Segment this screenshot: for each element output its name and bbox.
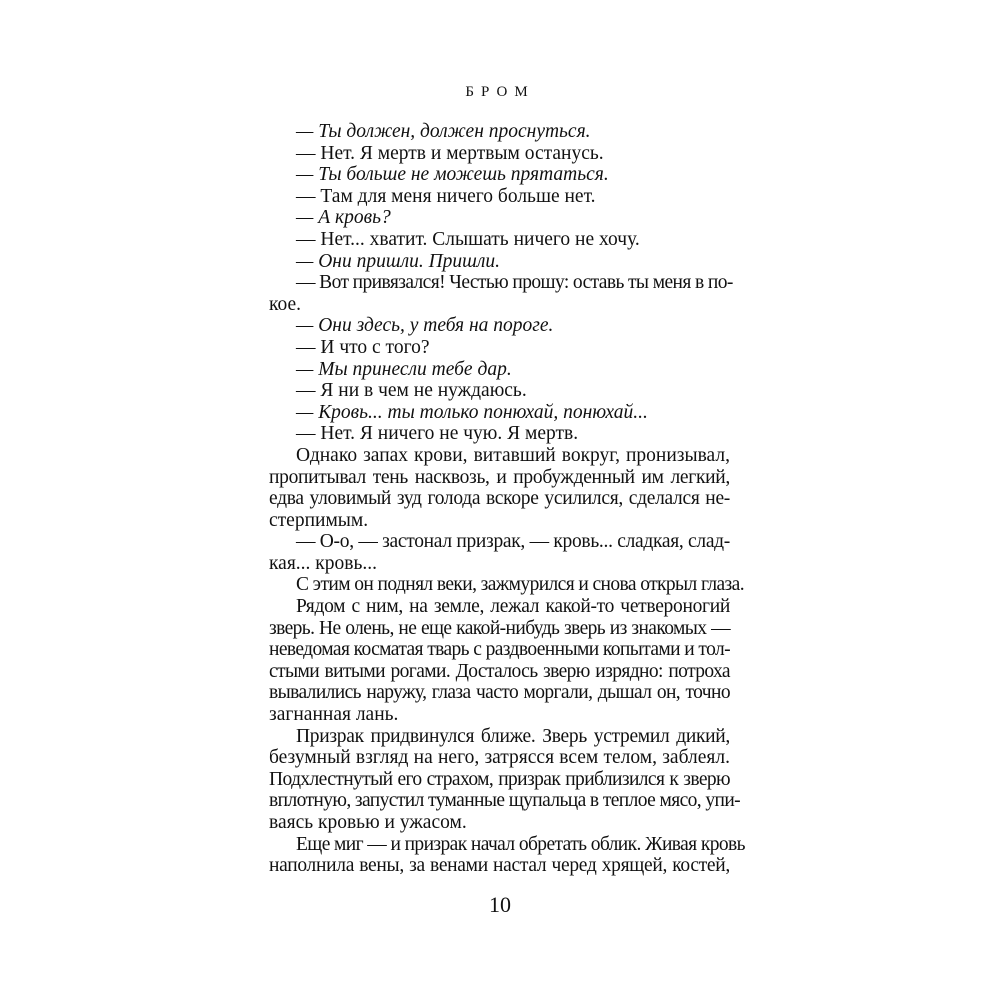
running-head: БРОМ: [465, 84, 535, 100]
text-line: вплотную, запустил туманные щупальца в теплое мясо, упи-: [269, 790, 741, 812]
text-line: Подхлестнутый его страхом, призрак приблизился к зверю: [269, 768, 730, 790]
text-line: — Я ни в чем не нуждаюсь.: [296, 380, 527, 402]
text-line: — Мы принесли тебе дар.: [296, 358, 512, 380]
text-line: пропитывал тень насквозь, и пробужденный им легкий,: [269, 466, 730, 488]
text-line: — Нет. Я мертв и мертвым останусь.: [296, 142, 604, 164]
text-line: — Ты больше не можешь прятаться.: [296, 164, 609, 186]
text-line: — Они пришли. Пришли.: [296, 250, 500, 272]
text-line: кое.: [269, 293, 302, 315]
text-line: Призрак придвинулся ближе. Зверь устремил дикий,: [296, 725, 730, 747]
text-line: Еще миг — и призрак начал обретать облик. Живая кровь: [296, 833, 745, 855]
text-line: — Нет... хватит. Слышать ничего не хочу.: [296, 228, 640, 250]
text-line: едва уловимый зуд голода вскоре усилился, сделался не-: [269, 488, 730, 510]
text-line: — И что с того?: [296, 336, 430, 358]
page-number: 10: [489, 892, 511, 917]
text-line: — Они здесь, у тебя на пороге.: [296, 315, 554, 337]
text-line: — Кровь... ты только понюхай, понюхай...: [296, 401, 648, 423]
text-line: ваясь кровью и ужасом.: [269, 812, 467, 833]
text-line: безумный взгляд на него, затрясся всем телом, заблеял.: [269, 747, 730, 769]
text-line: неведомая косматая тварь с раздвоенными копытами и тол-: [269, 639, 730, 661]
text-line: — Вот привязался! Честью прошу: оставь ты меня в по-: [296, 272, 733, 294]
text-line: стыми витыми рогами. Досталось зверю изрядно: потроха: [269, 660, 730, 682]
text-line: наполнила вены, за венами настал черед хрящей, костей,: [269, 855, 730, 877]
text-line: — Нет. Я ничего не чую. Я мертв.: [296, 423, 579, 445]
body-text: [269, 121, 745, 877]
text-line: — А кровь?: [296, 207, 391, 229]
text-line: — О-о, — застонал призрак, — кровь... сладкая, слад-: [296, 531, 730, 553]
text-line: Однако запах крови, витавший вокруг, пронизывал,: [296, 444, 730, 466]
text-line: — Там для меня ничего больше нет.: [296, 185, 596, 207]
text-line: кая... кровь...: [269, 552, 378, 574]
text-line: С этим он поднял веки, зажмурился и снова открыл глаза.: [296, 574, 744, 596]
text-line: — Ты должен, должен проснуться.: [296, 121, 591, 142]
text-line: загнанная лань.: [269, 704, 399, 726]
text-line: зверь. Не олень, не еще какой-нибудь зверь из знакомых —: [269, 617, 730, 639]
text-line: вывалились наружу, глаза часто моргали, дышал он, точно: [269, 682, 730, 704]
text-line: стерпимым.: [269, 509, 369, 531]
text-line: Рядом с ним, на земле, лежал какой-то четвероногий: [296, 596, 730, 618]
